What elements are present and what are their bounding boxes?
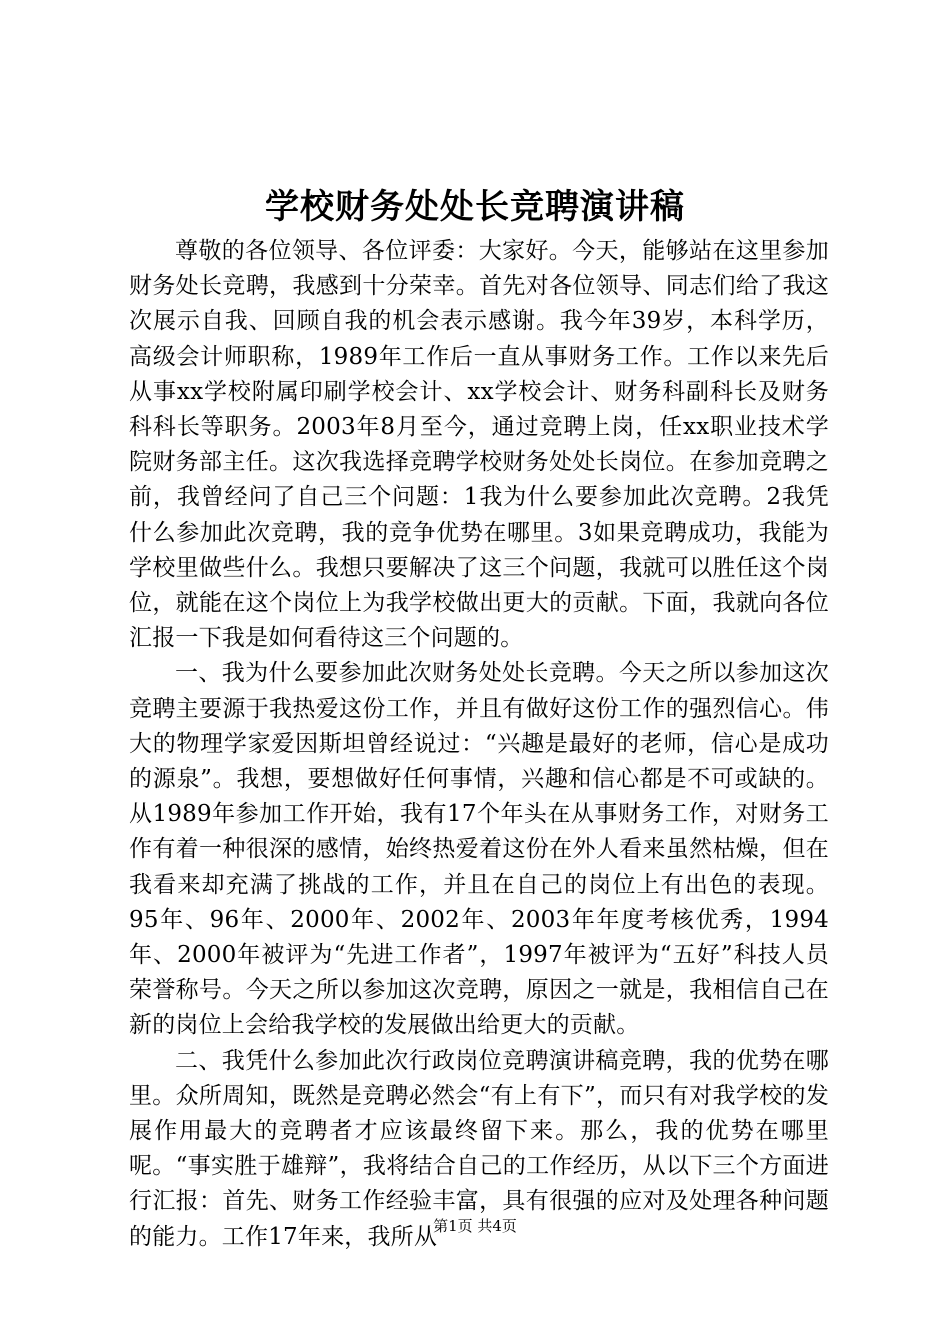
document-title: 学校财务处处长竞聘演讲稿 [265, 187, 685, 227]
document-body [129, 234, 829, 1255]
paragraph-section-one: 一、我为什么要参加此次财务处处长竞聘。今天之所以参加这次竞聘主要源于我热爱这份工作，并且有做好这份工作的强烈信心。伟大的物理学家爱因斯坦曾经说过：“兴趣是最好的老师，信心是成功的源泉”。我想，要想做好任何事情，兴趣和信心都是不可或缺的。从1989年参加工作开始，我有17个年头在从事财务工作，对财务工作有着一种很深的感情，始终热爱着这份在外人看来虽然枯燥，但在我看来却充满了挑战的工作，并且在自己的岗位上有出色的表现。95年、96年、2000年、2002年、2003年年度考核优秀，1994年、2000年被评为“先进工作者”，1997年被评为“五好”科技人员荣誉称号。今天之所以参加这次竞聘，原因之一就是，我相信自己在新的岗位上会给我学校的发展做出给更大的贡献。 [129, 660, 829, 1039]
paragraph-intro: 尊敬的各位领导、各位评委：大家好。今天，能够站在这里参加财务处长竞聘，我感到十分荣幸。首先对各位领导、同志们给了我这次展示自我、回顾自我的机会表示感谢。我今年39岁，本科学历，高级会计师职称，1989年工作后一直从事财务工作。工作以来先后从事xx学校附属印刷学校会计、xx学校会计、财务科副科长及财务科科长等职务。2003年8月至今，通过竞聘上岗，任xx职业技术学院财务部主任。这次我选择竞聘学校财务处处长岗位。在参加竞聘之前，我曾经问了自己三个问题：1我为什么要参加此次竞聘。2我凭什么参加此次竞聘，我的竞争优势在哪里。3如果竞聘成功，我能为学校里做些什么。我想只要解决了这三个问题，我就可以胜任这个岗位，就能在这个岗位上为我学校做出更大的贡献。下面，我就向各位汇报一下我是如何看待这三个问题的。 [129, 238, 829, 652]
page-number-footer: 第1页 共4页 [433, 1217, 517, 1235]
paragraph-section-two: 二、我凭什么参加此次行政岗位竞聘演讲稿竞聘，我的优势在哪里。众所周知，既然是竞聘必然会“有上有下”，而只有对我学校的发展作用最大的竞聘者才应该最终留下来。那么，我的优势在哪里呢。“事实胜于雄辩”，我将结合自己的工作经历，从以下三个方面进行汇报：首先、财务工作经验丰富，具有很强的应对及处理各种问题的能力。工作17年来，我所从 [129, 1047, 829, 1250]
